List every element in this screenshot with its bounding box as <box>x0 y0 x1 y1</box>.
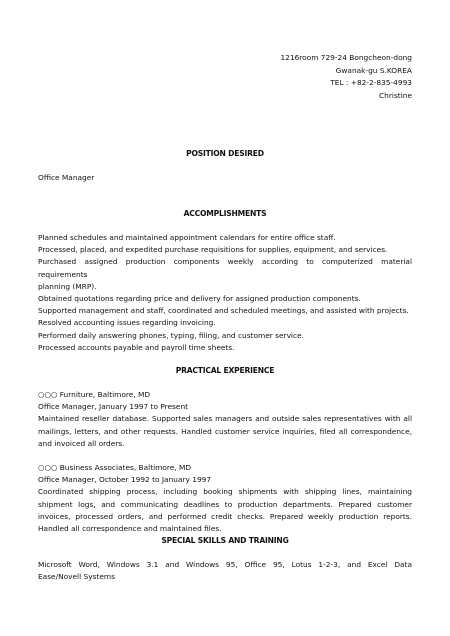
position-desired-heading: POSITION DESIRED <box>186 149 264 158</box>
list-item: Purchased assigned production components weekly according to computerized material requirements <box>38 257 412 279</box>
job-description-line: Coordinated shipping process, including booking shipments with shipping lines, maintaining <box>38 487 412 497</box>
skills-text <box>38 559 412 583</box>
accomplishments-heading: ACCOMPLISHMENTS <box>183 209 267 218</box>
job-description-line: invoices, processed orders, and performed credit checks. Prepared weekly production reports. <box>38 511 412 521</box>
list-item: planning (MRP). <box>38 281 97 291</box>
experience-heading: PRACTICAL EXPERIENCE <box>175 366 275 375</box>
list-item: Processed, placed, and expedited purchase requisitions for supplies, equipment, and services. <box>38 245 388 255</box>
job-description-line: mailings, letters, and other requests. Handled customer service inquiries, filed all correspondence, <box>38 426 412 436</box>
skills-heading: SPECIAL SKILLS AND TRAINING <box>161 536 289 545</box>
job-description-line: and invoiced all orders. <box>38 438 125 448</box>
job-entry <box>38 389 412 450</box>
list-item: Processed accounts payable and payroll time sheets. <box>38 342 235 352</box>
list-item: Performed daily answering phones, typing, filing, and customer service. <box>38 330 304 340</box>
job-title: Office Manager, January 1997 to Present <box>38 402 189 412</box>
job-entry <box>38 462 412 535</box>
address-line: 1216room 729-24 Bongcheon-dong <box>280 53 412 62</box>
position-desired-value: Office Manager <box>38 173 95 182</box>
list-item: Obtained quotations regarding price and delivery for assigned production components. <box>38 294 361 304</box>
list-item: Supported management and staff, coordinated and scheduled meetings, and assisted with projects. <box>38 306 409 316</box>
phone-line: TEL : +82-2-835-4993 <box>330 78 412 88</box>
job-company: ○○○ Business Associates, Baltimore, MD <box>38 463 192 472</box>
contact-block <box>280 52 412 102</box>
job-description-line: Maintained reseller database. Supported sales managers and outside sales representatives with all <box>38 414 412 424</box>
city-line: Gwanak-gu S.KOREA <box>335 65 412 75</box>
list-item: Planned schedules and maintained appointment calendars for entire office staff. <box>38 233 336 242</box>
list-item: Resolved accounting issues regarding invoicing. <box>38 318 216 328</box>
skills-line: Microsoft Word, Windows 3.1 and Windows 95, Office 95, Lotus 1-2-3, and Excel Data <box>38 560 412 569</box>
job-description-line: shipment logs, and communicating deadlines to production departments. Prepared customer <box>38 499 412 509</box>
skills-line: Ease/Novell Systems <box>38 572 115 582</box>
job-company: ○○○ Furniture, Baltimore, MD <box>38 390 151 399</box>
job-title: Office Manager, October 1992 to January 1997 <box>38 475 212 485</box>
name-line: Christine <box>379 90 412 100</box>
job-description-line: Handled all correspondence and maintained files. <box>38 524 222 534</box>
accomplishments-list <box>38 232 412 354</box>
